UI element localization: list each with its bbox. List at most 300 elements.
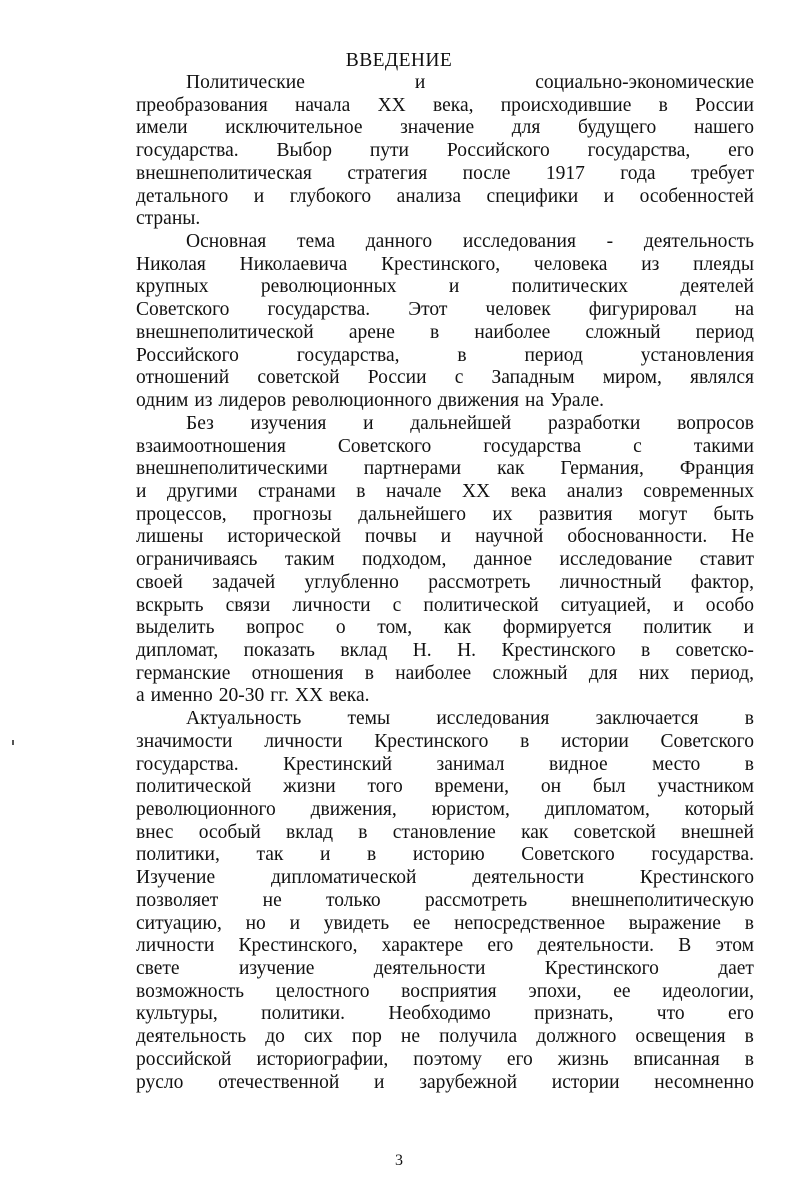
text-line	[136, 504, 754, 527]
word: начала	[294, 94, 351, 116]
word: истории	[551, 1071, 620, 1093]
word: Политические	[186, 72, 305, 93]
word: непосредственное	[454, 912, 605, 934]
word: являлся	[690, 367, 754, 389]
word: период	[695, 321, 754, 343]
text-line	[136, 776, 754, 799]
word: России	[695, 94, 754, 116]
text-line	[136, 276, 754, 299]
word: Николая	[136, 253, 206, 275]
word: глубокого	[289, 185, 372, 207]
word: так	[256, 844, 284, 866]
text-line	[136, 1003, 754, 1026]
word: особо	[705, 594, 754, 616]
word: Российского	[446, 140, 550, 162]
text-line	[136, 231, 754, 254]
word: государства.	[136, 753, 239, 775]
word: рассмотреть	[428, 571, 531, 593]
word: вклад	[286, 821, 334, 843]
word: дипломат,	[136, 639, 219, 661]
word: советской	[257, 367, 340, 389]
text-line	[136, 458, 754, 481]
word: становление	[392, 821, 496, 843]
word: деятелей	[680, 276, 754, 298]
word: истории	[561, 730, 629, 752]
text-line	[136, 367, 754, 390]
word: В	[678, 935, 692, 957]
word: исследования	[462, 231, 576, 253]
word: крупных	[136, 276, 209, 298]
word: занимал	[436, 753, 505, 775]
word: как	[521, 821, 549, 843]
word: для	[588, 662, 618, 684]
word: деятельности	[472, 867, 585, 889]
word: исторической	[227, 526, 341, 548]
word: не	[400, 1026, 421, 1048]
page-title: ВВЕДЕНИЕ	[345, 50, 453, 71]
word: XX	[377, 94, 406, 116]
word: вклад	[340, 639, 388, 661]
word: эпохи,	[528, 980, 582, 1002]
text-line	[136, 345, 754, 368]
word: прогнозы	[252, 503, 332, 525]
word: Крестинского	[501, 639, 616, 661]
word: внешнеполитическую	[571, 889, 754, 911]
word: сложный	[492, 662, 568, 684]
word: а	[136, 685, 145, 707]
word: движения	[437, 390, 519, 412]
word: Франция	[679, 458, 754, 480]
word: с	[633, 435, 642, 457]
word: государства.	[651, 844, 754, 866]
word: деятельности	[373, 958, 486, 980]
word: пути	[369, 140, 409, 162]
word: дипломатической	[271, 867, 417, 889]
word: в	[640, 639, 651, 661]
word: сложный	[585, 321, 661, 343]
word: Основная	[186, 231, 267, 253]
word: и	[253, 185, 265, 207]
word: лидеров	[218, 390, 286, 412]
word: года	[620, 162, 656, 184]
text-line	[136, 981, 754, 1004]
word: после	[462, 162, 511, 184]
text-line	[136, 1072, 754, 1095]
word: Выбор	[276, 140, 333, 162]
word: специфики	[486, 185, 579, 207]
word: Крестинского	[374, 730, 489, 752]
word: который	[684, 799, 754, 820]
word: ее	[613, 980, 631, 1002]
word: и	[673, 594, 684, 616]
word: быть	[713, 503, 754, 525]
word: века.	[329, 685, 370, 707]
word: Крестинского,	[238, 935, 358, 957]
word: века,	[433, 94, 474, 116]
text-line	[136, 117, 754, 140]
word: Этот	[408, 299, 448, 321]
word: личности	[136, 935, 215, 957]
word: и	[414, 72, 426, 93]
word: человека	[533, 253, 608, 275]
word: вопросов	[677, 412, 754, 434]
text-line	[136, 299, 754, 322]
word: изучение	[238, 958, 315, 980]
text-line	[136, 754, 754, 777]
word: юристом,	[431, 799, 510, 820]
word: политики.	[261, 1003, 345, 1025]
word: на	[734, 299, 754, 321]
word: именно	[150, 685, 213, 707]
word: историографии,	[256, 1048, 389, 1070]
word: Западным	[491, 367, 575, 389]
word: революционного	[136, 799, 276, 820]
text-line	[136, 390, 754, 413]
word: признать,	[534, 1003, 614, 1025]
word: могут	[638, 503, 688, 525]
text-line	[136, 163, 754, 186]
word: арене	[348, 321, 395, 343]
text-line	[136, 822, 754, 845]
word: века	[510, 480, 547, 502]
word: российской	[136, 1048, 232, 1070]
word: его	[728, 140, 754, 162]
word: с	[454, 367, 464, 389]
word: период,	[690, 662, 754, 684]
word: Не	[731, 526, 754, 548]
text-line	[136, 595, 754, 618]
word: Урале.	[550, 390, 605, 412]
text-line	[136, 685, 754, 708]
word: в	[364, 662, 374, 684]
text-line	[136, 1026, 754, 1049]
word: исследования	[436, 708, 550, 730]
word: и	[603, 185, 615, 207]
word: другими	[167, 480, 238, 502]
word: значимости	[136, 730, 233, 752]
word: только	[326, 889, 381, 911]
word: освещения	[635, 1026, 726, 1048]
word: как	[497, 458, 525, 480]
word: ограничиваясь	[136, 549, 258, 571]
text-line	[136, 708, 754, 731]
text-line	[136, 867, 754, 890]
word: внешнеполитическая	[136, 162, 312, 184]
text-line	[136, 958, 754, 981]
word: того	[367, 776, 403, 798]
word: будущего	[578, 117, 657, 139]
word: в	[744, 912, 754, 934]
word: из	[194, 390, 213, 412]
word: вопрос	[246, 617, 305, 639]
word: лишены	[136, 526, 204, 548]
word: внес	[136, 821, 174, 843]
word: и	[448, 276, 460, 298]
word: он	[540, 776, 562, 798]
text-line	[136, 844, 754, 867]
word: детального	[136, 185, 229, 207]
word: Необходимо	[388, 1003, 491, 1025]
word: революционных	[260, 276, 397, 298]
word: государства	[483, 435, 582, 457]
word: дальнейшего	[358, 503, 467, 525]
text-line	[136, 640, 754, 663]
text-line	[136, 413, 754, 436]
word: тема	[296, 231, 335, 253]
word: гг.	[270, 685, 289, 707]
word: одним	[136, 390, 189, 412]
word: фактор,	[690, 571, 754, 593]
word: личности	[292, 594, 371, 616]
word: анализа	[396, 185, 462, 207]
word: Николаевича	[239, 253, 348, 275]
word: их	[492, 503, 513, 525]
word: происходившие	[500, 94, 632, 116]
word: современных	[643, 480, 754, 502]
word: его	[487, 935, 514, 957]
word: политической	[136, 776, 252, 798]
word: этом	[715, 935, 754, 957]
word: особый	[198, 821, 261, 843]
word: заключается	[595, 708, 699, 730]
word: зарубежной	[419, 1071, 518, 1093]
word: связи	[225, 594, 271, 616]
word: человек	[485, 299, 551, 321]
word: до	[265, 1026, 285, 1048]
word: Советского	[136, 299, 230, 321]
word: государства.	[267, 299, 371, 321]
word: процессов,	[136, 503, 227, 525]
word: политики,	[136, 844, 220, 866]
text-line	[136, 322, 754, 345]
word: внешнеполитической	[136, 321, 314, 343]
word: видное	[549, 753, 608, 775]
word: изучения	[250, 412, 327, 434]
word: позволяет	[136, 889, 219, 911]
word: Советского	[337, 435, 432, 457]
word: ситуацию,	[136, 912, 222, 934]
word: исключительное	[225, 117, 363, 139]
word: с	[392, 594, 402, 616]
word: Крестинский	[283, 753, 393, 775]
text-line	[136, 913, 754, 936]
word: ее	[412, 912, 431, 934]
word: научной	[475, 526, 544, 548]
word: особенностей	[639, 185, 754, 207]
word: должного	[536, 1026, 617, 1048]
word: данное	[473, 549, 533, 571]
word: дает	[718, 958, 754, 980]
word: из	[641, 253, 660, 275]
word: внешней	[681, 821, 754, 843]
word: XX	[294, 685, 324, 707]
word: Советского	[521, 844, 615, 866]
word: миром,	[602, 367, 662, 389]
word: в	[520, 730, 530, 752]
word: поэтому	[413, 1048, 482, 1070]
word: деятельность	[643, 231, 754, 253]
word: показать	[243, 639, 315, 661]
word: странами	[257, 480, 336, 502]
word: деятельности.	[537, 935, 655, 957]
word: требует	[690, 162, 754, 184]
word: Н.	[457, 639, 477, 661]
word: имели	[136, 117, 188, 139]
word: своей	[136, 571, 183, 593]
word: что	[656, 1003, 685, 1025]
word: как	[443, 617, 472, 639]
word: государства,	[587, 140, 691, 162]
word: Н.	[412, 639, 432, 661]
word: ставит	[699, 549, 754, 571]
word: анализ	[566, 480, 623, 502]
word: Актуальность	[186, 708, 302, 730]
text-line	[136, 935, 754, 958]
word: жизни	[283, 776, 336, 798]
word: русло	[136, 1071, 184, 1093]
word: его	[506, 1048, 533, 1070]
word: углубленно	[304, 571, 399, 593]
word: был	[592, 776, 626, 798]
word: и	[440, 526, 452, 548]
word: период	[524, 344, 583, 366]
word: них	[638, 662, 670, 684]
body-text	[136, 72, 754, 1094]
text-line	[136, 72, 754, 95]
word: государства.	[136, 140, 239, 162]
word: почвы	[364, 526, 417, 548]
word: в	[744, 1026, 754, 1048]
word: значение	[400, 117, 475, 139]
word: о	[335, 617, 346, 639]
word: политической	[423, 594, 539, 616]
text-line	[136, 572, 754, 595]
word: стратегия	[347, 162, 428, 184]
word: ситуацией,	[560, 594, 652, 616]
word: 20-30	[218, 685, 265, 707]
word: том,	[377, 617, 413, 639]
text-line	[136, 254, 754, 277]
word: в	[457, 344, 467, 366]
word: отношений	[136, 367, 230, 389]
word: XX	[461, 480, 491, 502]
word: фигурировал	[588, 299, 697, 321]
word: исследование	[559, 549, 673, 571]
word: получила	[439, 1026, 518, 1048]
word: обоснованности.	[567, 526, 708, 548]
word: движения,	[310, 799, 397, 820]
text-line	[136, 140, 754, 163]
word: увидеть	[323, 912, 390, 934]
word: рассмотреть	[424, 889, 528, 911]
word: и	[363, 412, 374, 434]
word: участником	[657, 776, 754, 798]
word: Крестинского,	[381, 253, 501, 275]
word: и	[374, 1071, 385, 1093]
word: Крестинского	[639, 867, 754, 889]
word: дальнейшей	[410, 412, 512, 434]
word: несомненно	[654, 1071, 754, 1093]
word: наиболее	[395, 662, 472, 684]
text-line	[136, 549, 754, 572]
word: России	[367, 367, 427, 389]
word: в	[358, 821, 368, 843]
word: партнерами	[363, 458, 462, 480]
word: выражение	[628, 912, 721, 934]
word: германские	[136, 662, 231, 684]
text-line	[136, 436, 754, 459]
word: его	[728, 1003, 754, 1025]
word: историю	[412, 844, 485, 866]
text-line	[136, 208, 754, 231]
word: и	[743, 617, 754, 639]
word: отечественной	[218, 1071, 340, 1093]
word: времени,	[434, 776, 509, 798]
word: подходом,	[362, 549, 447, 571]
word: -	[606, 231, 614, 253]
word: вписанная	[633, 1048, 720, 1070]
word: внешнеполитическими	[136, 458, 328, 480]
page-number: 3	[395, 1152, 403, 1169]
word: Крестинского	[544, 958, 659, 980]
word: политических	[511, 276, 629, 298]
word: личности	[264, 730, 343, 752]
text-line	[136, 186, 754, 209]
word: такими	[693, 435, 754, 457]
word: в	[744, 1048, 754, 1070]
text-line	[136, 890, 754, 913]
word: восприятия	[401, 980, 497, 1002]
word: наиболее	[474, 321, 551, 343]
word: в	[356, 480, 366, 502]
word: советско-	[675, 639, 754, 661]
word: сих	[303, 1026, 333, 1048]
word: в	[658, 94, 668, 116]
word: для	[511, 117, 541, 139]
word: Без	[186, 412, 214, 434]
word: свете	[136, 958, 180, 980]
word: целостного	[275, 980, 370, 1002]
text-line	[136, 799, 754, 822]
scan-mark	[12, 740, 14, 745]
word: личностный	[559, 571, 662, 593]
word: таким	[284, 549, 335, 571]
text-line	[136, 617, 754, 640]
word: Российского	[136, 344, 239, 366]
word: вскрыть	[136, 594, 204, 616]
word: формируется	[502, 617, 612, 639]
word: в	[744, 708, 754, 730]
word: пор	[351, 1026, 382, 1048]
word: в	[430, 321, 440, 343]
word: идеологии,	[662, 980, 754, 1002]
text-line	[136, 1049, 754, 1072]
word: выделить	[136, 617, 215, 639]
text-line	[136, 663, 754, 686]
word: советской	[573, 821, 656, 843]
word: развития	[538, 503, 613, 525]
word: деятельность	[136, 1026, 247, 1048]
word: страны.	[136, 208, 201, 230]
text-line	[136, 526, 754, 549]
word: государства,	[296, 344, 400, 366]
word: Изучение	[136, 867, 216, 889]
text-line	[136, 95, 754, 118]
word: нашего	[693, 117, 754, 139]
word: Советского	[660, 730, 754, 752]
word: в	[367, 844, 377, 866]
word: революционного	[291, 390, 432, 412]
